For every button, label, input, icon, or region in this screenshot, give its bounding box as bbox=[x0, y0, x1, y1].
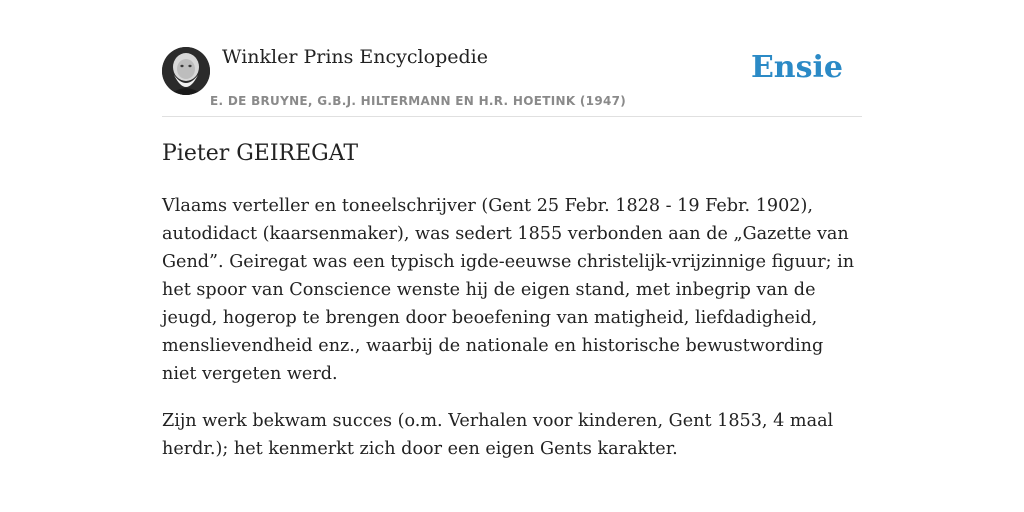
source-header bbox=[162, 44, 862, 117]
source-title[interactable]: Winkler Prins Encyclopedie bbox=[222, 46, 488, 68]
author-avatar[interactable] bbox=[162, 47, 210, 95]
article-paragraph: Zijn werk bekwam succes (o.m. Verhalen voor kinderen, Gent 1853, 4 maal herdr.); het kenmerkt zich door een eigen Gents karakter. bbox=[162, 411, 834, 459]
article-paragraph: Vlaams verteller en toneelschrijver (Gent 25 Febr. 1828 - 19 Febr. 1902), autodidact (kaarsenmaker), was sedert 1855 verbonden aan de „Gazette van Gend”. Geiregat was een typisch igde-eeuwse christelijk-vrijzinnige figuur; in het spoor van Conscience wenste hij de eigen stand, met inbegrip van de jeugd, hogerop te brengen door beoefening van matigheid, liefdadigheid, menslievendheid enz., waarbij de nationale en historische bewustwording niet vergeten werd. bbox=[162, 196, 855, 384]
portrait-image bbox=[162, 47, 210, 95]
ensie-logo[interactable]: Ensie bbox=[750, 50, 843, 85]
source-authors: E. DE BRUYNE, G.B.J. HILTERMANN EN H.R. HOETINK (1947) bbox=[210, 94, 627, 108]
article-body bbox=[162, 192, 862, 482]
article-title: Pieter GEIREGAT bbox=[162, 141, 359, 166]
